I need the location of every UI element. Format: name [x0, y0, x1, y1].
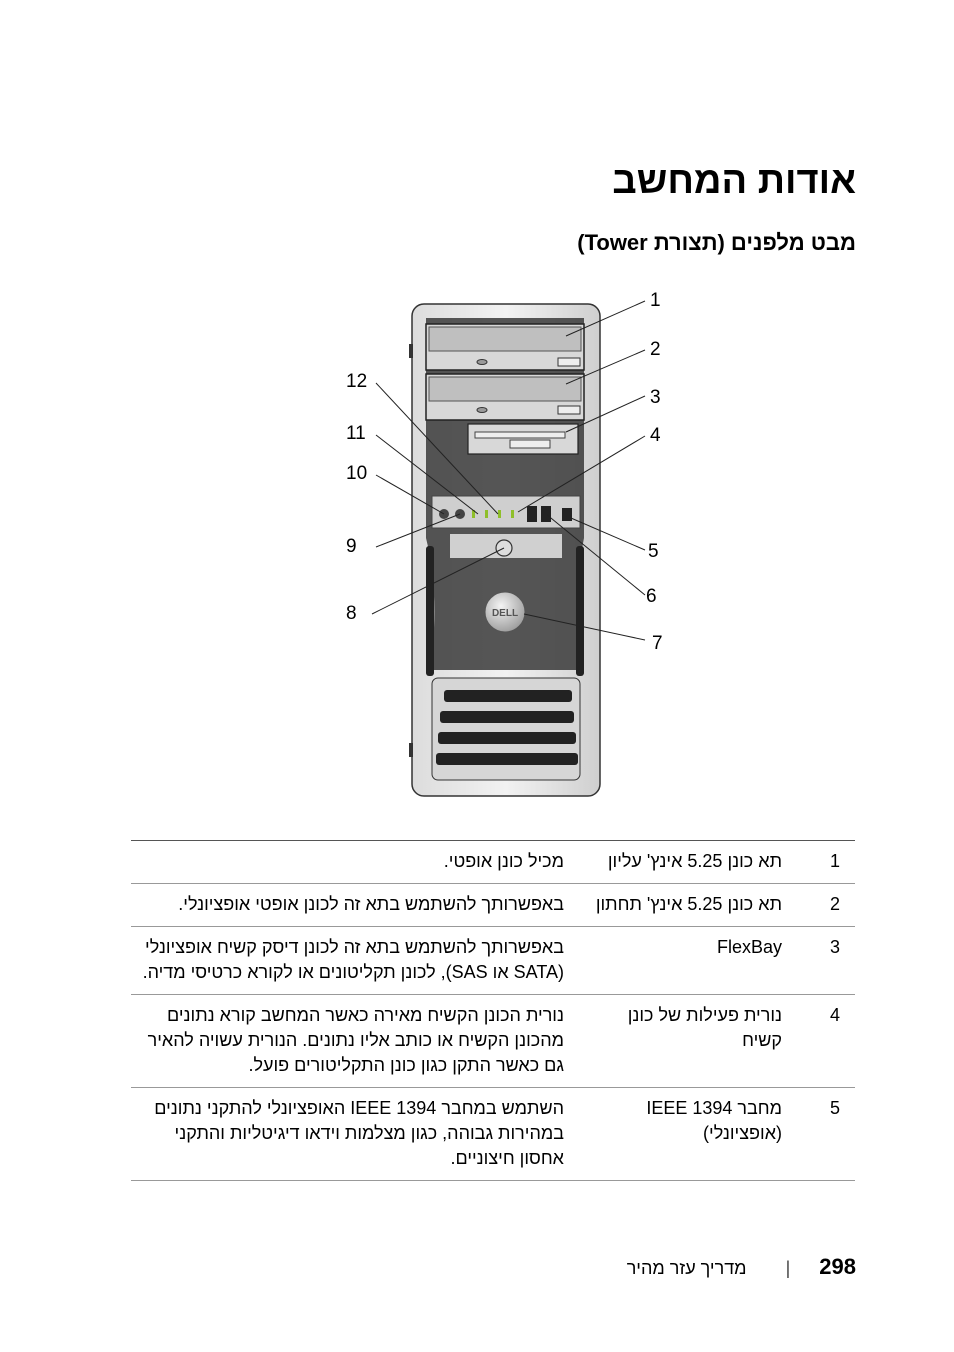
guide-name: מדריך עזר מהיר: [626, 1258, 747, 1278]
table-row: [131, 927, 855, 995]
table-row: [131, 884, 855, 927]
page-number: 298: [819, 1254, 856, 1279]
callout-3: 3: [650, 387, 661, 408]
footer-separator: |: [785, 1258, 791, 1278]
callout-11: 11: [346, 423, 366, 444]
row-number: 1: [782, 841, 855, 884]
component-description: באפשרותך להשתמש בתא זה לכונן דיסק קשיח אופציונלי (SATA או SAS), לכונן תקליטונים או לקורא כרטיסי מדיה.: [131, 927, 594, 995]
component-name: תא כונן 5.25 אינץ' עליון: [594, 841, 782, 884]
component-description: באפשרותך להשתמש בתא זה לכונן אופטי אופציונלי.: [131, 884, 594, 927]
callout-10: 10: [346, 463, 368, 484]
component-description: השתמש במחבר IEEE 1394 האופציונלי להתקני נתונים במהירות גבוהה, כגון מצלמות וידאו דיגיטליות והתקני אחסון חיצוניים.: [131, 1088, 594, 1181]
section-subtitle: מבט מלפנים (תצורת Tower): [577, 230, 856, 255]
component-description: נורית הכונן הקשיח מאירה כאשר המחשב קורא נתונים מהכונן הקשיח או כותב אליו נתונים. הנורית עשויה להאיר גם כאשר התקן כגון כונן התקליטורים פועל.: [131, 995, 594, 1088]
component-name: נורית פעילות של כונן קשיח: [594, 995, 782, 1088]
callout-2: 2: [650, 339, 661, 360]
callout-6: 6: [646, 586, 657, 607]
component-name: מחבר IEEE 1394 (אופציונלי): [594, 1088, 782, 1181]
row-number: 5: [782, 1088, 855, 1181]
components-table: [131, 840, 855, 1181]
tower-front-view-figure: [340, 278, 680, 803]
callout-5: 5: [648, 541, 659, 562]
page-footer: [627, 1254, 856, 1280]
page-title: אודות המחשב: [612, 160, 856, 202]
component-name: תא כונן 5.25 אינץ' תחתון: [594, 884, 782, 927]
callout-12: 12: [346, 371, 368, 392]
component-name: FlexBay: [594, 927, 782, 995]
table-row: [131, 995, 855, 1088]
table-row: [131, 841, 855, 884]
row-number: 2: [782, 884, 855, 927]
callout-9: 9: [346, 536, 357, 557]
dell-logo-text: DELL: [491, 608, 519, 619]
table-row: [131, 1088, 855, 1181]
row-number: 4: [782, 995, 855, 1088]
component-description: מכיל כונן אופטי.: [131, 841, 594, 884]
row-number: 3: [782, 927, 855, 995]
callout-8: 8: [346, 603, 357, 624]
flexbay: [468, 424, 578, 454]
callout-4: 4: [650, 425, 661, 446]
callout-1: 1: [650, 290, 661, 311]
callout-7: 7: [652, 633, 663, 654]
tower-illustration: [340, 278, 680, 803]
